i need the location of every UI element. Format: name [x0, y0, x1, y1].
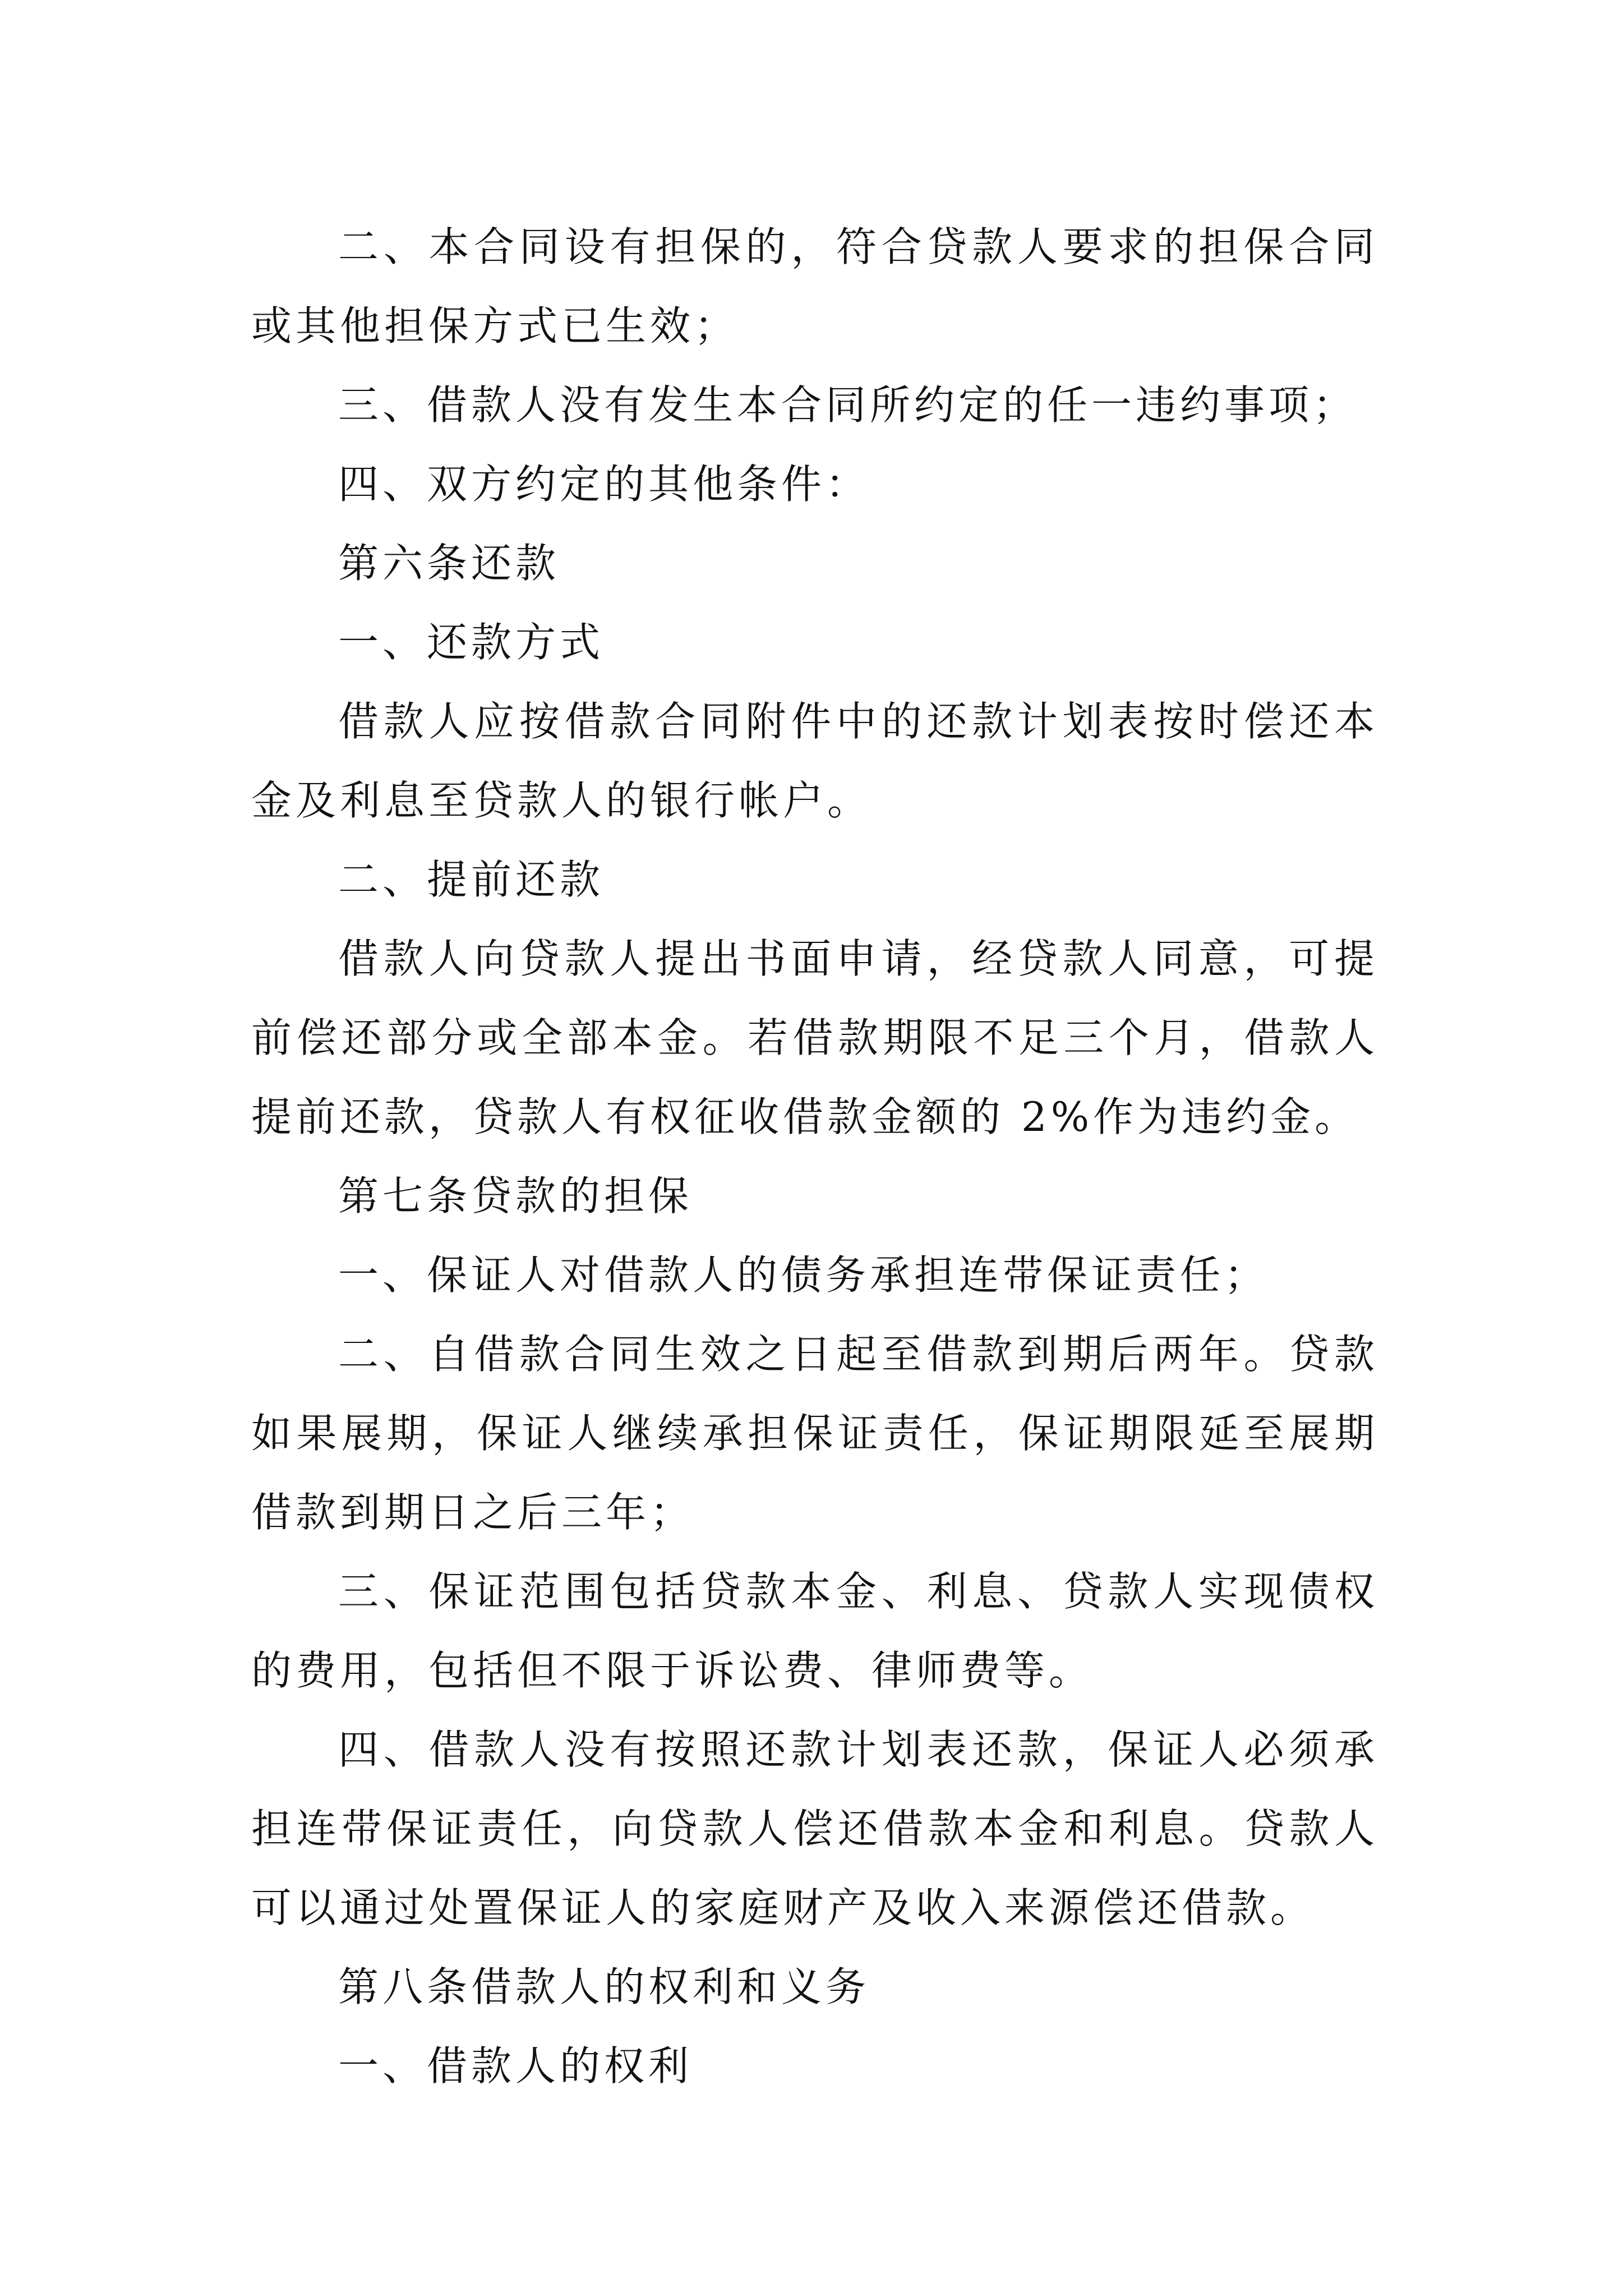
paragraph-guarantee-period: 二、自借款合同生效之日起至借款到期后两年。贷款如果展期，保证人继续承担保证责任，保证期限延至展期借款到期日之后三年；: [251, 1331, 1378, 1536]
subheading-early-repayment: 二、提前还款: [338, 856, 605, 903]
subheading-borrower-rights: 一、借款人的权利: [338, 2042, 693, 2090]
paragraph-guarantor-obligation: 四、借款人没有按照还款计划表还款，保证人必须承担连带保证责任，向贷款人偿还借款本金和利息。贷款人可以通过处置保证人的家庭财产及收入来源偿还借款。: [251, 1726, 1378, 1931]
paragraph-early-repayment-terms: 借款人向贷款人提出书面申请，经贷款人同意，可提前偿还部分或全部本金。若借款期限不足三个月，借款人提前还款，贷款人有权征收借款金额的 2%作为违约金。: [251, 935, 1378, 1140]
paragraph-joint-liability: 一、保证人对借款人的债务承担连带保证责任；: [338, 1251, 1269, 1299]
document-body: [251, 208, 1378, 2106]
paragraph-guarantee-effective: 二、本合同设有担保的，符合贷款人要求的担保合同或其他担保方式已生效；: [251, 223, 1378, 349]
subheading-repayment-method: 一、还款方式: [338, 619, 605, 666]
heading-article-8-borrower-rights: 第八条借款人的权利和义务: [338, 1963, 870, 2010]
paragraph-other-conditions: 四、双方约定的其他条件：: [338, 461, 870, 508]
paragraph-guarantee-scope: 三、保证范围包括贷款本金、利息、贷款人实现债权的费用，包括但不限于诉讼费、律师费等。: [251, 1568, 1378, 1694]
paragraph-repayment-schedule: 借款人应按借款合同附件中的还款计划表按时偿还本金及利息至贷款人的银行帐户。: [251, 698, 1378, 824]
paragraph-no-default: 三、借款人没有发生本合同所约定的任一违约事项；: [338, 381, 1358, 429]
heading-article-6-repayment: 第六条还款: [338, 540, 560, 587]
heading-article-7-guarantee: 第七条贷款的担保: [338, 1172, 693, 1220]
